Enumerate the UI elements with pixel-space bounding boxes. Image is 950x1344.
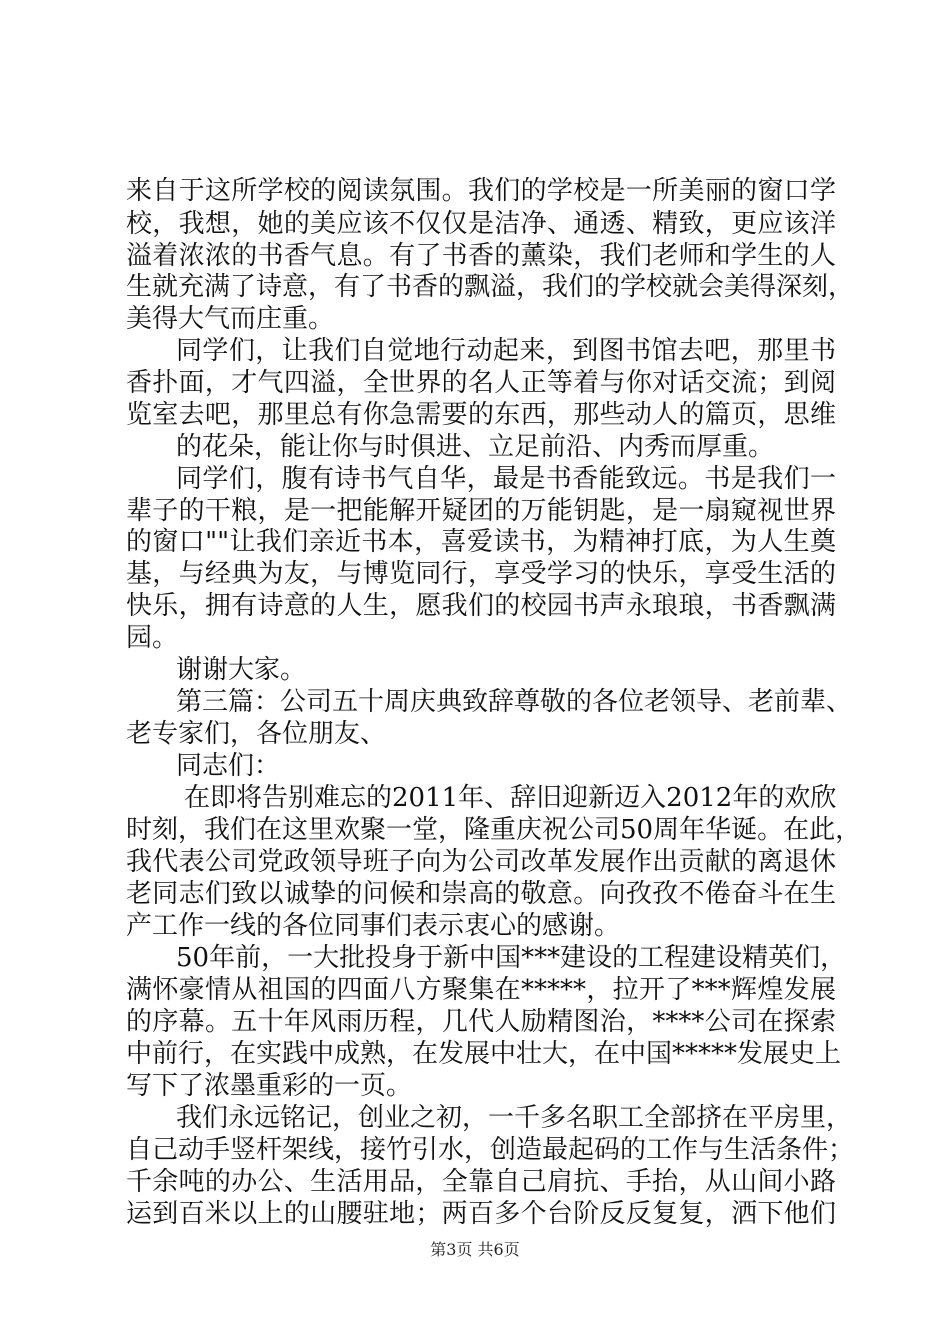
- text-line: 在即将告别难忘的2011年、辞旧迎新迈入2012年的欢欣: [184, 783, 837, 813]
- text-line: 谢谢大家。: [176, 655, 307, 685]
- text-line: 园。: [126, 623, 179, 653]
- text-line: 产工作一线的各位同事们表示衷心的感谢。: [126, 911, 621, 941]
- text-line: 的花朵，能让你与时俱进、立足前沿、内秀而厚重。: [176, 432, 775, 462]
- text-line: 同学们，让我们自觉地行动起来，到图书馆去吧，那里书: [176, 336, 836, 366]
- text-line: 老专家们，各位朋友、: [126, 719, 387, 749]
- text-line: 运到百米以上的山腰驻地；两百多个台阶反反复复，洒下他们: [126, 1199, 836, 1229]
- text-line: 我们永远铭记，创业之初，一千多名职工全部挤在平房里，: [176, 1103, 853, 1133]
- text-line: 的序幕。五十年风雨历程，几代人励精图治，****公司在探索: [126, 1007, 836, 1037]
- text-line: 写下了浓墨重彩的一页。: [126, 1071, 413, 1101]
- text-line: 生就充满了诗意，有了书香的飘溢，我们的学校就会美得深刻，: [126, 272, 855, 302]
- text-line: 老同志们致以诚挚的问候和崇高的敬意。向孜孜不倦奋斗在生: [126, 879, 836, 909]
- text-line: 同学们，腹有诗书气自华，最是书香能致远。书是我们一: [176, 464, 836, 494]
- text-line: 香扑面，才气四溢，全世界的名人正等着与你对话交流；到阅: [126, 368, 836, 398]
- page-footer: 第3页 共6页: [430, 1240, 520, 1259]
- text-line: 基，与经典为友，与博览同行，享受学习的快乐，享受生活的: [126, 559, 836, 589]
- text-line: 千余吨的办公、生活用品，全靠自己肩抗、手抬，从山间小路: [126, 1167, 836, 1197]
- text-line: 同志们：: [176, 751, 281, 781]
- text-line: 美得大气而庄重。: [126, 304, 335, 334]
- text-line: 自己动手竖杆架线，接竹引水，创造最起码的工作与生活条件；: [126, 1135, 855, 1165]
- text-line: 辈子的干粮，是一把能解开疑团的万能钥匙，是一扇窥视世界: [126, 496, 836, 526]
- text-line: 快乐，拥有诗意的人生，愿我们的校园书声永琅琅，书香飘满: [126, 591, 836, 621]
- text-line: 校，我想，她的美应该不仅仅是洁净、通透、精致，更应该洋: [126, 209, 836, 239]
- text-line: 满怀豪情从祖国的四面八方聚集在*****，拉开了***辉煌发展: [126, 975, 836, 1005]
- text-line: 50年前，一大批投身于新中国***建设的工程建设精英们，: [176, 943, 847, 973]
- text-line: 中前行，在实践中成熟，在发展中壮大，在中国*****发展史上: [126, 1039, 842, 1069]
- text-line: 我代表公司党政领导班子向为公司改革发展作出贡献的离退休: [126, 847, 836, 877]
- text-line: 来自于这所学校的阅读氛围。我们的学校是一所美丽的窗口学: [126, 176, 836, 206]
- text-line: 的窗口""让我们亲近书本，喜爱读书，为精神打底，为人生奠: [126, 527, 836, 557]
- text-line: 溢着浓浓的书香气息。有了书香的薰染，我们老师和学生的人: [126, 241, 836, 271]
- text-line: 时刻，我们在这里欢聚一堂，隆重庆祝公司50周年华诞。在此，: [126, 815, 862, 845]
- text-line: 览室去吧，那里总有你急需要的东西，那些动人的篇页，思维: [126, 400, 836, 430]
- text-line: 第三篇：公司五十周庆典致辞尊敬的各位老领导、老前辈、: [176, 687, 853, 717]
